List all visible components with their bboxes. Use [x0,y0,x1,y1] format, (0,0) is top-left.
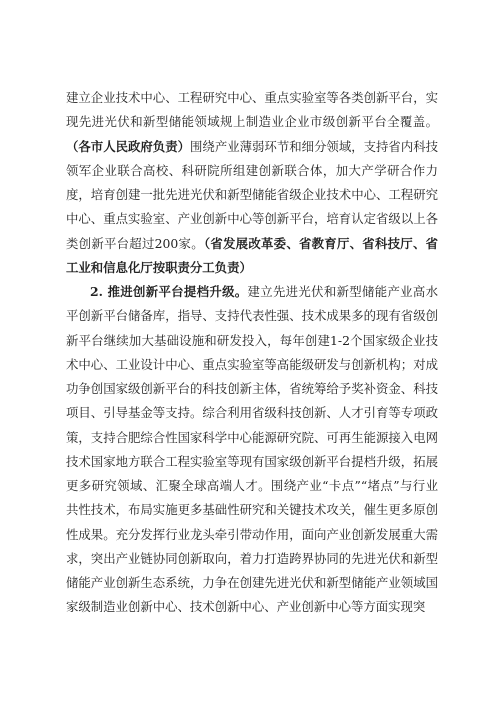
responsibility-note-1: （各市人民政府负责） [66,138,191,154]
responsibility-note-2: （省发展改革委、省教育厅、省科技厅、省工业和信息化厅按职责分工负责） [66,235,438,275]
paragraph-2 [66,280,438,620]
document-body [66,86,438,620]
paragraph-2-body: 建立先进光伏和新型储能产业高水平创新平台储备库，指导、支持代表性强、技术成果多的现有省级创新平台继续加大基础设施和研发投入，每年创建1-2个国家级企业技术中心、工业设计中心、重点实验室等高能级研发与创新机构；对成功争创国家级创新平台的科技创新主体，省统筹给予奖补资金、科技项目、引导基金等支持。综合利用省级科技创新、人才引育等专项政策，支持合肥综合性国家科学中心能源研究院、可再生能源接入电网技术国家地方联合工程实验室等现有国家级创新平台提档升级，拓展更多研究领域、汇聚全球高端人才。围绕产业“卡点”“堵点”与行业共性技术，布局实施更多基础性研究和关键技术攻关，催生更多原创性成果。充分发挥行业龙头牵引带动作用，面向产业创新发展重大需求，突出产业链协同创新取向，着力打造跨界协同的先进光伏和新型储能产业创新生态系统，力争在创建先进光伏和新型储能产业领域国家级制造业创新中心、技术创新中心、产业创新中心等方面实现突 [66,284,439,615]
section-heading-2: 2. 推进创新平台提档升级。 [90,284,248,299]
paragraph-1-intro: 建立企业技术中心、工程研究中心、重点实验室等各类创新平台，实现先进光伏和新型储能领域规上制造业企业市级创新平台全覆盖。 [66,90,438,130]
paragraph-1-body: 围绕产业薄弱环节和细分领域，支持省内科技领军企业联合高校、科研院所组建创新联合体，加大产学研合作力度，培育创建一批先进光伏和新型储能省级企业技术中心、工程研究中心、重点实验室、产业创新中心等创新平台，培育认定省级以上各类创新平台超过200家。 [66,138,439,251]
paragraph-1 [66,86,438,280]
